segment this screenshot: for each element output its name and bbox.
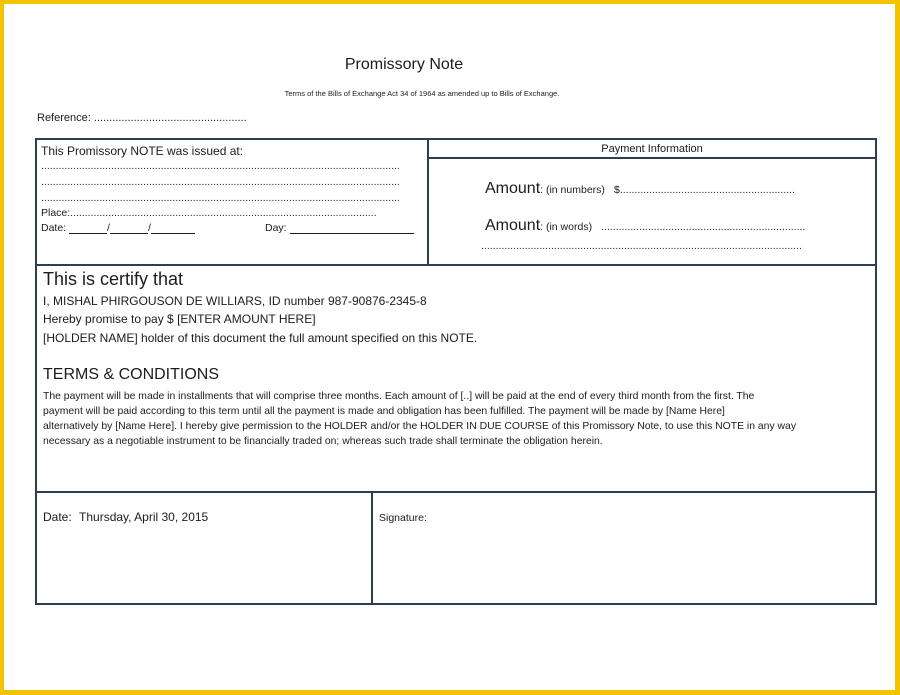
amount-words-line-2: .............................................................................................................. bbox=[481, 240, 802, 252]
amount-numbers-hint: : (in numbers) bbox=[540, 184, 605, 196]
certify-terms-section bbox=[35, 264, 877, 493]
amount-words-hint: : (in words) bbox=[540, 221, 593, 233]
day-label: Day: bbox=[265, 222, 287, 234]
payment-information-section bbox=[427, 138, 877, 266]
terms-heading: TERMS & CONDITIONS bbox=[43, 366, 220, 383]
amount-label-words: Amount bbox=[485, 217, 541, 234]
terms-line-4: necessary as a negotiable instrument to be financially traded on; whereas such trade shall terminate the obligation herein. bbox=[43, 436, 603, 447]
certify-line-1: I, MISHAL PHIRGOUSON DE WILLIARS, ID number 987-90876-2345-8 bbox=[43, 294, 427, 308]
date-month-blank bbox=[110, 222, 148, 234]
day-field bbox=[265, 222, 414, 234]
date-field: Date: / / bbox=[41, 222, 195, 234]
document-page bbox=[4, 4, 895, 690]
document-subtitle: Terms of the Bills of Exchange Act 34 of 1964 as amended up to Bills of Exchange. bbox=[284, 89, 560, 98]
amount-numbers-row bbox=[485, 180, 795, 198]
certify-line-2: Hereby promise to pay $ [ENTER AMOUNT HERE] bbox=[43, 312, 316, 326]
issued-line-2: ........................................................................................................................... bbox=[41, 176, 400, 188]
signed-date-value: Thursday, April 30, 2015 bbox=[79, 510, 209, 524]
certify-heading: This is certify that bbox=[43, 269, 184, 289]
date-day-blank bbox=[69, 222, 107, 234]
certify-line-3: [HOLDER NAME] holder of this document the full amount specified on this NOTE. bbox=[43, 331, 478, 345]
signature-label: Signature: bbox=[379, 512, 427, 524]
issued-line-1: ........................................................................................................................... bbox=[41, 160, 400, 172]
terms-line-2: payment will be paid according to this term until all the payment is made and obligation has been fulfilled. The payment will be made by [Name Here] bbox=[43, 406, 725, 417]
date-year-blank bbox=[151, 222, 195, 234]
payment-header-row bbox=[429, 140, 875, 159]
amount-words-value: ...................................................................... bbox=[601, 221, 806, 233]
signed-date-label: Date: bbox=[43, 510, 72, 524]
date-signed-section bbox=[35, 491, 373, 605]
date-label: Date: bbox=[41, 222, 67, 234]
issued-at-section bbox=[35, 138, 429, 266]
reference-line: Reference: .................................................. bbox=[37, 112, 247, 124]
signed-date-row bbox=[43, 510, 208, 524]
issued-line-3: ........................................................................................................................... bbox=[41, 192, 400, 204]
document-title: Promissory Note bbox=[344, 56, 464, 73]
place-line: Place:......................................................................................................... bbox=[41, 207, 377, 219]
day-blank bbox=[290, 222, 414, 234]
amount-words-row bbox=[485, 217, 805, 235]
terms-line-1: The payment will be made in installments that will comprise three months. Each amount of [..] will be paid at the end of every third month from the first. The bbox=[43, 391, 755, 402]
issued-heading: This Promissory NOTE was issued at: bbox=[41, 144, 244, 158]
amount-numbers-value: $............................................................ bbox=[613, 184, 795, 196]
signature-section bbox=[371, 491, 877, 605]
terms-line-3: alternatively by [Name Here]. I hereby give permission to the HOLDER and/or the HOLDER IN DUE COURSE of this Promissory Note, to use this NOTE in any way bbox=[43, 421, 797, 432]
amount-label-numbers: Amount bbox=[485, 180, 541, 197]
payment-heading: Payment Information bbox=[601, 143, 703, 155]
